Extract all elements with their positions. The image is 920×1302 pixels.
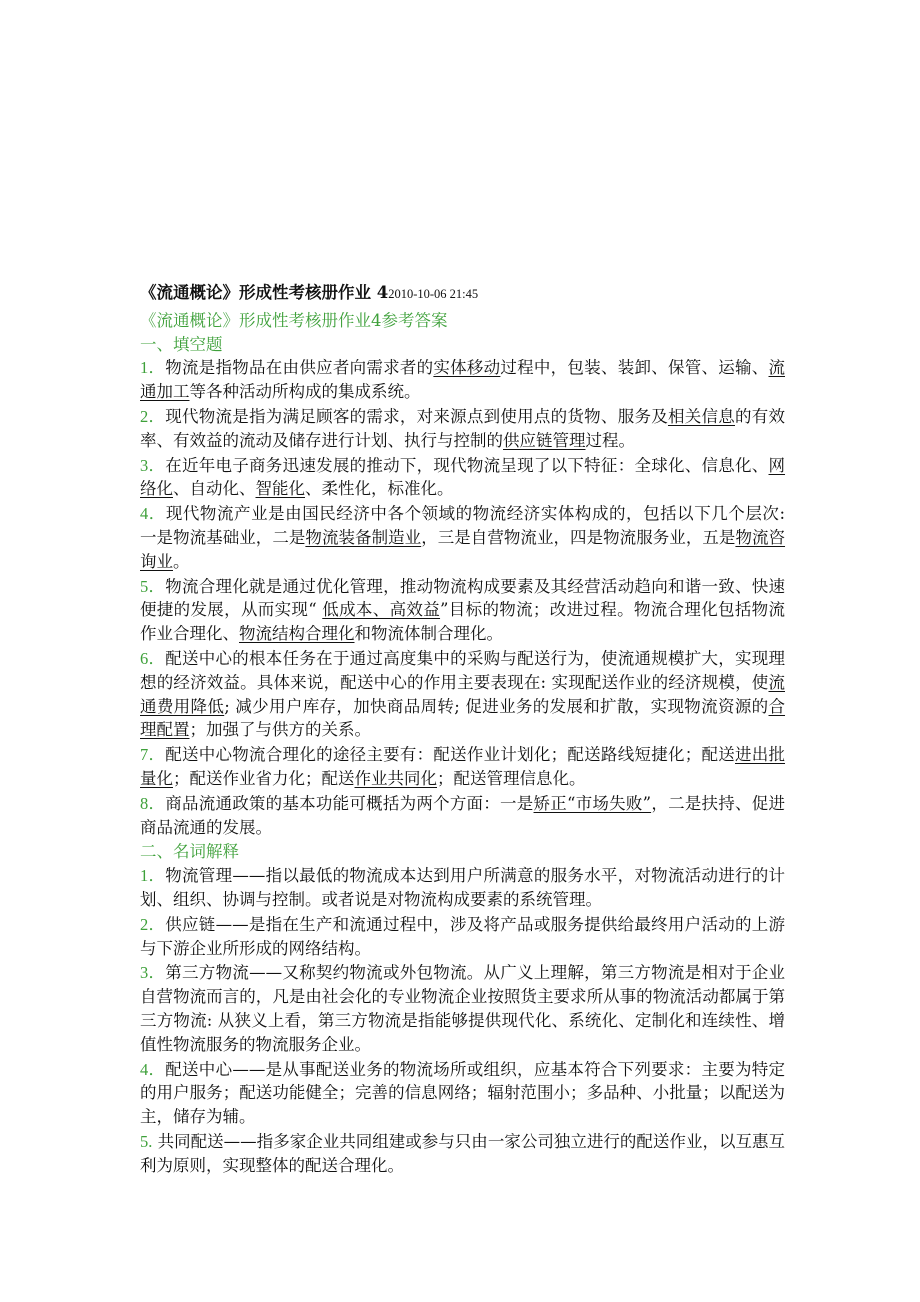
term-list [140,864,785,1177]
term-item [140,1130,785,1178]
answer-blank: 相关信息 [667,406,735,426]
item-text: 等各种活动所构成的集成系统。 [189,382,421,402]
answer-blank: 合理配置 [140,696,786,740]
fill-in-item [140,405,785,453]
fill-in-item [140,502,785,573]
item-number: 2． [140,406,166,426]
item-number: 7． [140,745,166,765]
item-text: 现代物流是指为满足顾客的需求，对来源点到使用点的货物、服务及 [165,406,668,426]
answer-blank: 物流咨询业 [140,527,786,571]
item-text: 物流合理化就是通过优化管理，推动物流构成要素及其经营活动趋向和谐一致、快速便捷的发展，从而实现“ [140,576,786,620]
fill-in-item [140,647,785,742]
item-number: 5. [140,1131,153,1151]
answer-blank: 低成本、高效益 [322,600,441,620]
title-text: 《流通概论》形成性考核册作业 4 [140,283,389,302]
item-text: 的有效率、有效益的流动及储存进行计划、执行与控制的 [140,406,786,450]
item-text: ；配送管理信息化。 [437,768,586,788]
item-number: 8． [140,793,166,813]
document-page [140,281,785,1178]
fill-in-item [140,356,785,404]
item-number: 3． [140,963,166,983]
item-number: 1． [140,866,166,886]
answer-blank: 网络化 [140,455,786,499]
fill-in-item [140,743,785,791]
document-title [140,281,785,307]
answer-blank: 物流结构合理化 [239,624,355,644]
term-item [140,913,785,961]
item-text: ; 减少用户库存，加快商品周转; 促进业务的发展和扩散，实现物流资源的 [224,696,769,716]
answer-blank: 矫正“市场失败” [533,793,652,813]
answer-blank: 作业共同化 [354,768,437,788]
answer-blank: 流通加工 [140,358,786,402]
item-text: 供应链——是指在生产和流通过程中，涉及将产品或服务提供给最终用户活动的上游与下游企业所形成的网络结构。 [140,914,786,958]
item-number: 1． [140,358,166,378]
answer-blank: 物流装备制造业 [305,527,422,547]
item-text: 。 [173,551,190,571]
item-number: 6． [140,648,166,668]
item-text: 和物流体制合理化。 [354,624,503,644]
item-number: 4． [140,504,166,524]
item-number: 3． [140,455,166,475]
item-text: 配送中心——是从事配送业务的物流场所或组织，应基本符合下列要求：主要为特定的用户服务；配送功能健全；完善的信息网络；辐射范围小；多品种、小批量；以配送为主，储存为辅。 [140,1059,786,1127]
item-number: 5． [140,576,166,596]
item-text: 现代物流产业是由国民经济中各个领域的物流经济实体构成的，包括以下几个层次: 一是物流基础业，二是 [140,504,786,547]
answer-blank: 进出批量化 [140,745,786,788]
fill-in-item [140,792,785,840]
item-text: ”目标的物流；改进过程。物流合理化包括物流作业合理化、 [140,600,785,644]
subtitle: 《流通概论》形成性考核册作业4参考答案 [140,310,448,330]
item-text: ；加强了与供方的关系。 [189,720,371,740]
answer-blank: 实体移动 [433,358,501,378]
item-text: 共同配送——指多家企业共同组建或参与只由一家公司独立进行的配送作业，以互惠互利为原则，实现整体的配送合理化。 [140,1131,785,1175]
item-text: 配送中心的根本任务在于通过高度集中的采购与配送行为，使流通规模扩大，实现理想的经济效益。具体来说，配送中心的作用主要表现在: 实现配送作业的经济规模，使 [140,648,786,692]
item-text: ，二是扶持、促进商品流通的发展。 [140,793,786,837]
term-item [140,961,785,1056]
section-heading-terms: 二、名词解释 [140,842,239,862]
item-text: 商品流通政策的基本功能可概括为两个方面：一是 [165,793,534,813]
item-text: 过程中，包装、装卸、保管、运输、 [500,358,769,378]
term-item [140,864,785,912]
section-heading-fill: 一、填空题 [140,334,223,354]
item-number: 2． [140,914,166,934]
fill-in-item [140,454,785,502]
fill-in-list [140,356,785,839]
item-number: 4． [140,1059,166,1079]
fill-in-item [140,575,785,646]
item-text: 在近年电子商务迅速发展的推动下，现代物流呈现了以下特征：全球化、信息化、 [165,455,769,475]
answer-blank: 供应链管理 [503,430,586,450]
timestamp: 2010-10-06 21:45 [388,287,479,301]
item-text: ；配送作业省力化；配送 [173,768,355,788]
item-text: 、自动化、 [173,479,256,499]
term-item [140,1058,785,1129]
item-text: 、柔性化，标准化。 [305,479,454,499]
item-text: 过程。 [585,430,635,450]
answer-blank: 智能化 [255,479,305,499]
item-text: ，三是自营物流业，四是物流服务业，五是 [421,527,736,547]
item-text: 物流是指物品在由供应者向需求者的 [165,358,434,378]
item-text: 第三方物流——又称契约物流或外包物流。从广义上理解，第三方物流是相对于企业自营物流而言的，凡是由社会化的专业物流企业按照货主要求所从事的物流活动都属于第三方物流: 从狭义上看，第三方物流是指能够提供现代化、系统化、定制化和连续性、增值性物流服务的物流服务企业。 [140,963,786,1054]
item-text: 配送中心物流合理化的途径主要有：配送作业计划化；配送路线短捷化；配送 [165,745,735,765]
answer-blank: 流通费用降低 [140,672,785,716]
item-text: 物流管理——指以最低的物流成本达到用户所满意的服务水平，对物流活动进行的计划、组织、协调与控制。或者说是对物流构成要素的系统管理。 [140,866,786,909]
